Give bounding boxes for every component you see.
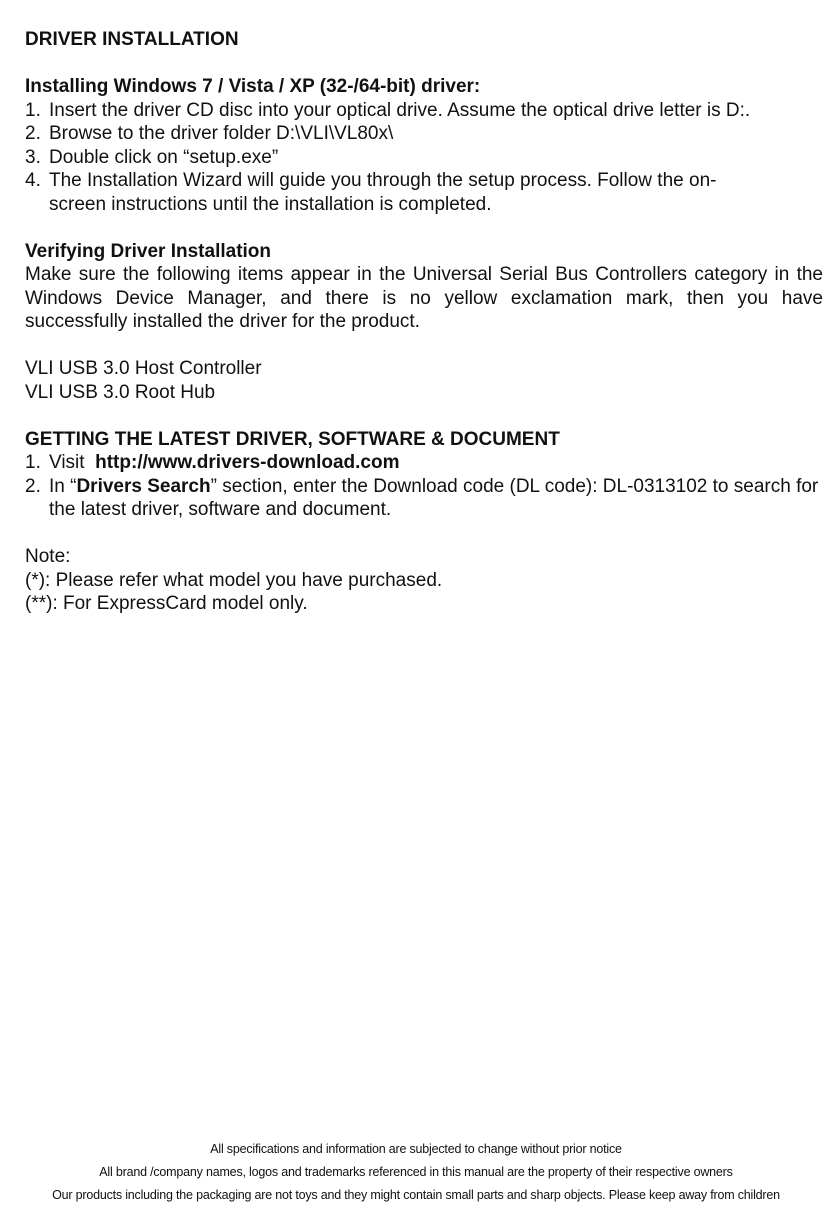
document-body: [25, 28, 825, 616]
latest-heading: GETTING THE LATEST DRIVER, SOFTWARE & DOCUMENT: [25, 428, 560, 450]
document-title: DRIVER INSTALLATION: [25, 29, 239, 50]
install-step: [25, 146, 825, 170]
install-step: [25, 169, 825, 216]
device-item: VLI USB 3.0 Host Controller: [25, 358, 262, 379]
note-line: (*): Please refer what model you have purchased.: [25, 569, 443, 591]
footer-line: All specifications and information are subjected to change without prior notice: [210, 1142, 622, 1156]
latest-step: [25, 451, 825, 475]
step-text-suffix: ” section, enter the Download code (DL code): DL-0313102 to search for the latest driver, software and document.: [49, 475, 819, 520]
download-url-link[interactable]: http://www.drivers-download.com: [95, 452, 400, 473]
latest-step: [25, 475, 825, 522]
step-number: 1.: [25, 99, 41, 121]
install-step: [25, 122, 825, 146]
step-number: 3.: [25, 146, 41, 168]
install-step: [25, 99, 825, 123]
footer-line: All brand /company names, logos and trademarks referenced in this manual are the property of their respective owners: [99, 1165, 733, 1179]
step-text: [49, 475, 825, 522]
install-heading: Installing Windows 7 / Vista / XP (32-/64-bit) driver:: [25, 76, 481, 97]
drivers-search-label: Drivers Search: [76, 475, 211, 497]
step-number: 2.: [25, 475, 41, 497]
footer-line: Our products including the packaging are not toys and they might contain small parts and sharp objects. Please keep away from children: [52, 1188, 780, 1202]
step-text: Double click on “setup.exe”: [49, 146, 279, 168]
step-text: [49, 451, 825, 475]
step-number: 2.: [25, 123, 41, 144]
visit-label: Visit: [49, 452, 85, 473]
verify-body: Make sure the following items appear in the Universal Serial Bus Controllers category in the Windows Device Manager, and there is no yellow exclamation mark, then you have successfully installed the driver for the product.: [25, 264, 823, 332]
step-text: Insert the driver CD disc into your optical drive. Assume the optical drive letter is D:.: [49, 99, 751, 121]
note-label: Note:: [25, 546, 71, 567]
note-line: (**): For ExpressCard model only.: [25, 593, 308, 614]
step-number: 1.: [25, 452, 41, 473]
step-text: The Installation Wizard will guide you through the setup process. Follow the on-screen instructions until the installation is completed.: [49, 170, 717, 215]
step-number: 4.: [25, 170, 41, 191]
verify-heading: Verifying Driver Installation: [25, 240, 272, 262]
device-item: VLI USB 3.0 Root Hub: [25, 381, 216, 403]
step-text: Browse to the driver folder D:\VLI\VL80x\: [49, 123, 394, 144]
step-text-prefix: In “: [49, 475, 77, 497]
